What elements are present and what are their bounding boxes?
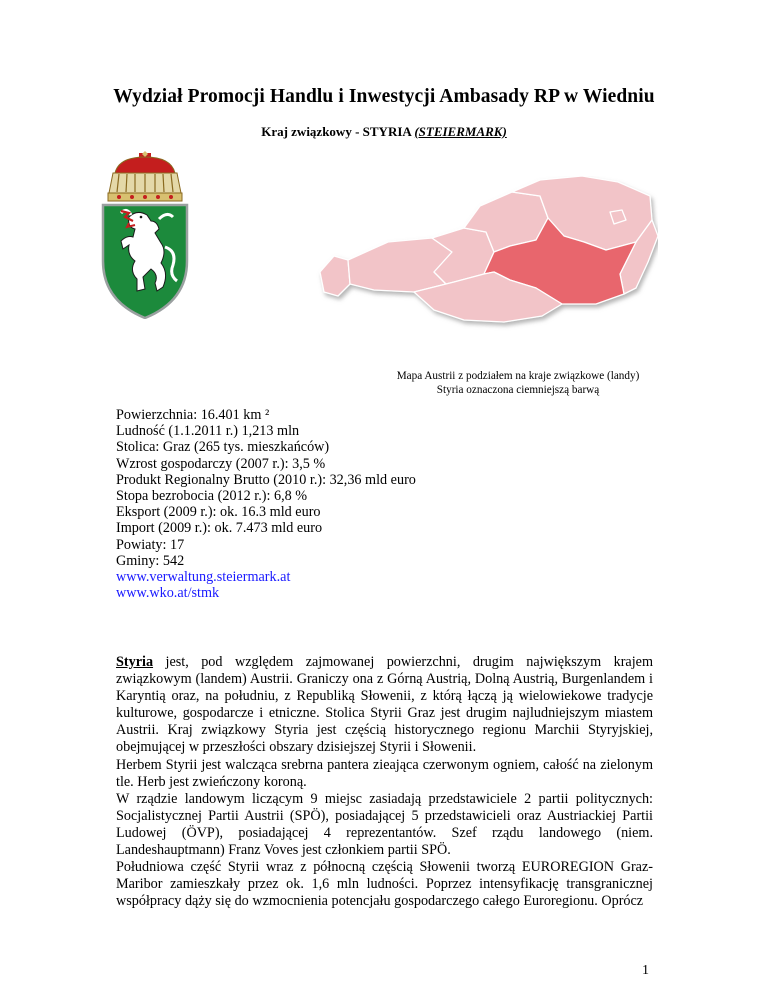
- facts-list: [116, 407, 416, 601]
- page-number: 1: [642, 963, 649, 978]
- map-caption-line1: Mapa Austrii z podziałem na kraje związkowe (landy): [396, 370, 640, 382]
- paragraph-coat-of-arms: Herbem Styrii jest walcząca srebrna pantera zieająca czerwonym ogniem, całość na zielonym tle. Herb jest zwieńczony koroną.: [116, 756, 653, 790]
- link-wko[interactable]: www.wko.at/stmk: [116, 585, 220, 602]
- crown-icon: [108, 151, 182, 201]
- fact-growth: Wzrost gospodarczy (2007 r.): 3,5 %: [116, 455, 326, 472]
- austria-map: [314, 176, 658, 342]
- fact-gdp: Produkt Regionalny Brutto (2010 r.): 32,36 mld euro: [116, 471, 416, 488]
- fact-area: Powierzchnia: 16.401 km ²: [116, 407, 270, 423]
- page-subtitle: [0, 124, 768, 140]
- subtitle-italic: (STEIERMARK): [414, 124, 507, 139]
- subtitle-main: Kraj związkowy - STYRIA: [261, 124, 415, 139]
- fact-import: Import (2009 r.): ok. 7.473 mld euro: [116, 520, 323, 537]
- paragraph-euroregion: Południowa część Styrii wraz z północną częścią Słowenii tworzą EUROREGION Graz-Maribor zamieszkały przez ok. 1,6 mln ludności. Poprzez intensyfikację transgranicznej współpracy dąży się do wzmocnienia potencjału gospodarczego całego Euroregionu. Oprócz: [116, 859, 653, 910]
- map-region-vorarlberg: [320, 256, 350, 296]
- body-text: [116, 654, 653, 910]
- fact-districts: Powiaty: 17: [116, 536, 185, 553]
- page-title: Wydział Promocji Handlu i Inwestycji Ambasady RP w Wiedniu: [113, 86, 655, 107]
- fact-population: Ludność (1.1.2011 r.) 1,213 mln: [116, 423, 300, 440]
- styria-coat-of-arms-icon: [99, 151, 191, 319]
- fact-unemployment: Stopa bezrobocia (2012 r.): 6,8 %: [116, 488, 308, 505]
- fact-municipalities: Gminy: 542: [116, 552, 185, 569]
- map-caption-line2: Styria oznaczona ciemniejszą barwą: [436, 384, 600, 396]
- paragraph-intro-text: jest, pod względem zajmowanej powierzchni, drugim największym krajem związkowym (landem) Austrii. Graniczy ona z Górną Austrią, Dolną Austrią, Burgenlandem i Karyntią oraz, na południu, z Republiką Słowenii, z którą łączą ją wielowiekowe tradycje kulturowe, gospodarcze i etniczne. Stolica Styrii Graz jest drugim najludniejszym miastem Austrii. Kraj związkowy Styria jest częścią historycznego regionu Marchii Styryjskiej, obejmującej w przeszłości obszary dzisiejszej Styrii i Słowenii.: [116, 654, 653, 756]
- paragraph-government: W rządzie landowym liczącym 9 miejsc zasiadają przedstawiciele 2 partii politycznych: Socjalistycznej Partii Austrii (SPÖ), posiadającej 5 przedstawicieli oraz Austriackiej Partii Ludowej (ÖVP), posiadającej 4 reprezentantów. Szef rządu landowego (niem. Landeshauptmann) Franz Voves jest członkiem partii SPÖ.: [116, 790, 653, 859]
- link-verwaltung[interactable]: www.verwaltung.steiermark.at: [116, 569, 291, 586]
- map-region-tirol: [348, 238, 452, 292]
- map-caption: [346, 369, 690, 397]
- fact-export: Eksport (2009 r.): ok. 16.3 mld euro: [116, 504, 321, 521]
- paragraph-intro: [116, 654, 653, 757]
- fact-capital: Stolica: Graz (265 tys. mieszkańców): [116, 439, 330, 456]
- paragraph-lead: Styria: [116, 654, 154, 670]
